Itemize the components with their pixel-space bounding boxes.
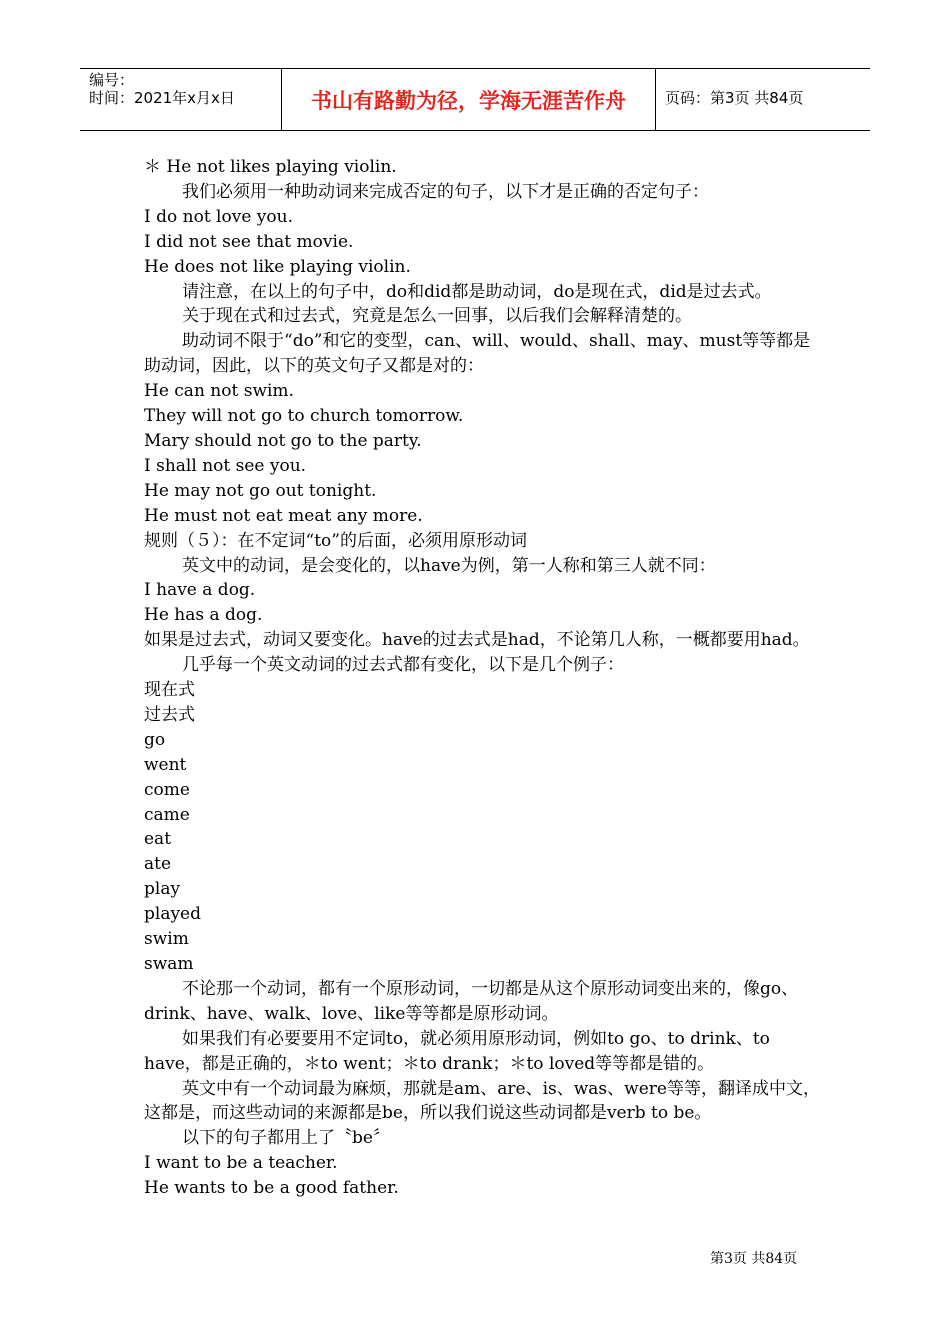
document-body [144, 155, 824, 1201]
text-line: He may not go out tonight. [144, 480, 377, 501]
rule-heading: 规则（５）：在不定词“to”的后面，必须用原形动词 [144, 530, 527, 551]
text-paragraph: 如果是过去式，动词又要变化。have的过去式是had，不论第几人称，一概都要用had。 [144, 630, 810, 651]
verb-list-item: come [144, 779, 190, 800]
page-footer: 第3页 共84页 [710, 1251, 798, 1267]
verb-list-item: went [144, 754, 187, 775]
serial-label: 编号： [89, 71, 135, 89]
verb-list-item: swim [144, 929, 189, 950]
verb-list-item: eat [144, 829, 172, 850]
text-paragraph: 助动词不限于“do”和它的变型，can、will、would、shall、may、must等等都是助动词，因此，以下的英文句子又都是对的： [144, 331, 811, 377]
text-line: ＊ He not likes playing violin. [144, 157, 397, 177]
text-line: 请注意，在以上的句子中，do和did都是助动词，do是现在式，did是过去式。 [182, 281, 772, 302]
text-paragraph: 不论那一个动词，都有一个原形动词，一切都是从这个原形动词变出来的，像go、drink、have、walk、love、like等等都是原形动词。 [144, 978, 799, 1024]
text-line: They will not go to church tomorrow. [144, 406, 464, 427]
header-meta [89, 71, 235, 107]
verb-list-item: came [144, 804, 190, 825]
text-line: I shall not see you. [144, 455, 307, 476]
text-line: He wants to be a good father. [144, 1178, 399, 1199]
text-line: I did not see that movie. [144, 231, 354, 252]
page-header [80, 68, 870, 131]
text-line: Mary should not go to the party. [144, 430, 422, 451]
text-line: 几乎每一个英文动词的过去式都有变化，以下是几个例子： [182, 655, 624, 676]
verb-list-item: swam [144, 954, 194, 974]
text-line: 我们必须用一种助动词来完成否定的句子，以下才是正确的否定句子： [182, 181, 709, 202]
text-line: 英文中的动词，是会变化的，以have为例，第一人称和第三人就不同： [182, 555, 716, 576]
text-line: He does not like playing violin. [144, 256, 411, 277]
text-paragraph: 如果我们有必要要用不定词to，就必须用原形动词，例如to go、to drink、to have，都是正确的，＊to went；＊to drank；＊to loved等等都是错的。 [144, 1028, 770, 1074]
header-page-info: 页码：第3页 共84页 [665, 89, 804, 107]
verb-list-item: played [144, 904, 202, 925]
header-motto: 书山有路勤为径，学海无涯苦作舟 [281, 69, 656, 130]
text-line: I have a dog. [144, 580, 256, 601]
verb-list-item: play [144, 879, 181, 900]
verb-list-item: 过去式 [144, 704, 195, 725]
text-line: He can not swim. [144, 381, 294, 402]
verb-list-item: ate [144, 854, 172, 875]
text-line: 关于现在式和过去式，究竟是怎么一回事，以后我们会解释清楚的。 [182, 306, 692, 327]
text-paragraph: 英文中有一个动词最为麻烦，那就是am、are、is、was、were等等，翻译成中文，这都是，而这些动词的来源都是be，所以我们说这些动词都是verb to be。 [144, 1078, 820, 1124]
text-line: He has a dog. [144, 605, 263, 626]
text-line: I do not love you. [144, 206, 293, 227]
text-line: I want to be a teacher. [144, 1153, 338, 1174]
time-line: 时间：2021年x月x日 [89, 89, 235, 107]
verb-list-item: go [144, 729, 166, 750]
text-line: He must not eat meat any more. [144, 505, 423, 526]
verb-list-item: 现在式 [144, 680, 195, 701]
text-line: 以下的句子都用上了〝be〞 [182, 1128, 390, 1149]
